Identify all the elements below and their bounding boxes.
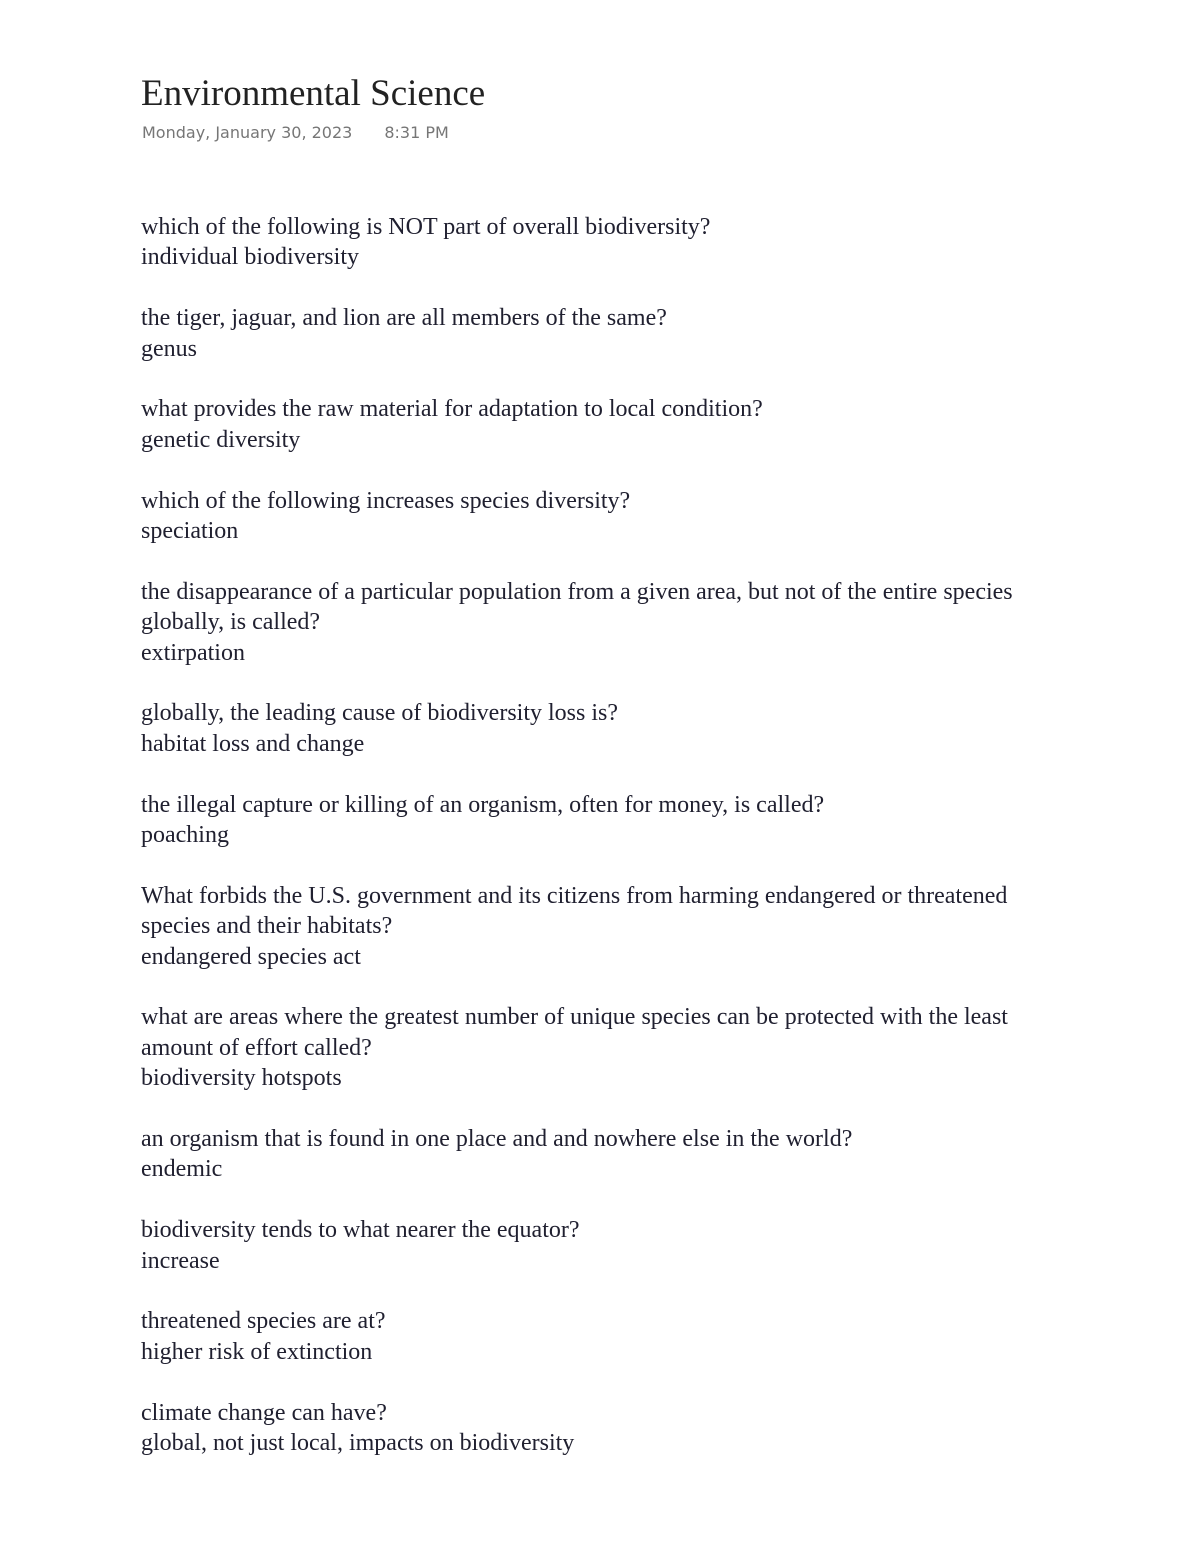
qa-item: [141, 486, 1071, 547]
question-text: What forbids the U.S. government and its citizens from harming endangered or threatened species and their habitats?: [141, 882, 1008, 940]
question-text: which of the following increases species diversity?: [141, 487, 631, 514]
qa-item: [141, 1398, 1071, 1459]
answer-text: poaching: [141, 822, 229, 849]
question-text: the disappearance of a particular population from a given area, but not of the entire species globally, is called?: [141, 578, 1013, 636]
answer-text: speciation: [141, 518, 239, 545]
qa-item: [141, 1306, 1071, 1367]
answer-text: habitat loss and change: [141, 730, 365, 757]
question-text: what provides the raw material for adaptation to local condition?: [141, 396, 763, 423]
answer-text: individual biodiversity: [141, 244, 359, 271]
question-text: which of the following is NOT part of overall biodiversity?: [141, 214, 711, 240]
question-text: climate change can have?: [141, 1399, 387, 1426]
question-text: threatened species are at?: [141, 1308, 386, 1335]
answer-text: endemic: [141, 1156, 223, 1183]
qa-list: [141, 212, 1071, 1489]
page-title: Environmental Science: [141, 73, 486, 114]
answer-text: higher risk of extinction: [141, 1338, 373, 1365]
answer-text: global, not just local, impacts on biodiversity: [141, 1430, 575, 1457]
answer-text: biodiversity hotspots: [141, 1065, 342, 1092]
question-text: biodiversity tends to what nearer the equator?: [141, 1217, 580, 1244]
qa-item: [141, 1124, 1071, 1185]
answer-text: increase: [141, 1247, 220, 1274]
qa-item: [141, 698, 1071, 759]
answer-text: genus: [141, 335, 197, 362]
question-text: what are areas where the greatest number of unique species can be protected with the least amount of effort called?: [141, 1004, 1008, 1061]
qa-item: [141, 303, 1071, 364]
question-text: globally, the leading cause of biodiversity loss is?: [141, 700, 619, 727]
answer-text: endangered species act: [141, 943, 361, 970]
answer-text: extirpation: [141, 639, 245, 666]
note-date: Monday, January 30, 2023: [142, 123, 353, 142]
question-text: the tiger, jaguar, and lion are all members of the same?: [141, 305, 667, 332]
note-time: 8:31 PM: [384, 123, 449, 142]
qa-item: [141, 1215, 1071, 1276]
question-text: the illegal capture or killing of an organism, often for money, is called?: [141, 791, 825, 818]
answer-text: genetic diversity: [141, 426, 301, 453]
qa-item: [141, 577, 1071, 668]
qa-item: [141, 790, 1071, 851]
qa-item: [141, 212, 1071, 273]
note-timestamp: [142, 123, 449, 143]
qa-item: [141, 881, 1071, 972]
question-text: an organism that is found in one place and and nowhere else in the world?: [141, 1126, 853, 1153]
qa-item: [141, 1002, 1071, 1093]
qa-item: [141, 394, 1071, 455]
